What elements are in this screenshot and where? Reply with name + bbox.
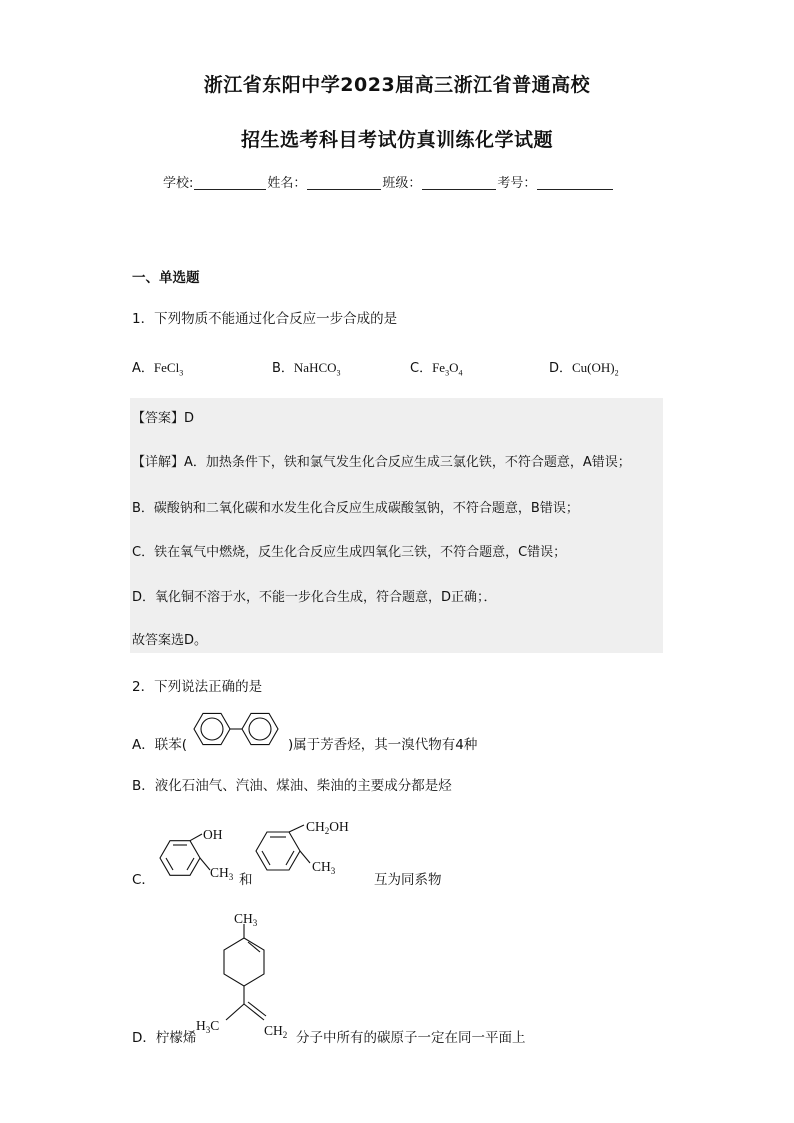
- q1-explanation-line: C．铁在氧气中燃烧，反生化合反应生成四氧化三铁，不符合题意，C错误；: [132, 545, 567, 560]
- answer-panel: [130, 398, 663, 653]
- school-blank[interactable]: [194, 175, 266, 190]
- class-blank[interactable]: [422, 175, 496, 190]
- exam-title-line2: 招生选考科目考试仿真训练化学试题: [240, 129, 553, 151]
- q1-explanation-line: 【详解】A．加热条件下，铁和氯气发生化合反应生成三氯化铁，不符合题意，A错误；: [132, 455, 631, 470]
- q1-stem: 1．下列物质不能通过化合反应一步合成的是: [132, 311, 398, 327]
- class-label: 班级：: [382, 176, 422, 191]
- exam-no-label: 考号：: [497, 176, 537, 191]
- q2-option-c-label: C．: [132, 872, 155, 888]
- q1-option-d: D．$Cu(OH)_2$: [549, 360, 619, 378]
- svg-text:CH2: $CH_2$: [264, 1023, 288, 1040]
- q1-explanation-line: D．氧化铜不溶于水，不能一步化合生成，符合题意，D正确；．: [132, 590, 497, 605]
- q1-option-c: C．$Fe_3O_4$: [410, 360, 463, 378]
- svg-text:CH3: $CH_3$: [312, 859, 336, 876]
- q2-stem: 2．下列说法正确的是: [132, 679, 263, 695]
- q1-explanation-line: B．碳酸钠和二氧化碳和水发生化合反应生成碳酸氢钠，不符合题意，B错误；: [132, 501, 579, 516]
- svg-text:CH2OH: $CH_2OH$: [306, 819, 349, 836]
- q2-option-a-suffix: )属于芳香烃，其一溴代物有4种: [288, 737, 478, 753]
- name-blank[interactable]: [307, 175, 381, 190]
- q2-option-a-prefix: A．联苯(: [132, 737, 188, 753]
- q2-option-c-and: 和: [239, 872, 253, 888]
- q1-option-b: B．NaHCO$_3$: [272, 360, 341, 378]
- q2-option-d-suffix: 分子中所有的碳原子一定在同一平面上: [296, 1030, 526, 1046]
- q1-explanation-line: 故答案选D。: [132, 633, 208, 648]
- o-cresol-structure: [150, 820, 238, 884]
- q1-answer: 【答案】D: [132, 411, 195, 426]
- student-info-line: [163, 172, 614, 191]
- exam-no-blank[interactable]: [537, 175, 613, 190]
- school-label: 学校:: [163, 176, 194, 191]
- biphenyl-structure: [186, 708, 288, 750]
- svg-text:OH: OH: [203, 827, 223, 842]
- q2-option-b: B．液化石油气、汽油、煤油、柴油的主要成分都是烃: [132, 778, 452, 794]
- q2-option-d-prefix: D．柠檬烯: [132, 1030, 197, 1046]
- exam-title-line1: 浙江省东阳中学2023届高三浙江省普通高校: [203, 74, 591, 96]
- svg-text:H3C: $H_3C$: [196, 1018, 220, 1035]
- q1-option-a: A．FeCl$_3$: [132, 360, 184, 378]
- section-heading: 一、单选题: [132, 270, 200, 286]
- svg-text:CH3: $CH_3$: [234, 911, 258, 928]
- methylbenzyl-alcohol-structure: [250, 813, 370, 885]
- q2-option-c-suffix: 互为同系物: [374, 872, 442, 888]
- limonene-structure: [196, 908, 296, 1044]
- svg-text:CH3: $CH_3$: [210, 865, 234, 882]
- name-label: 姓名：: [267, 176, 307, 191]
